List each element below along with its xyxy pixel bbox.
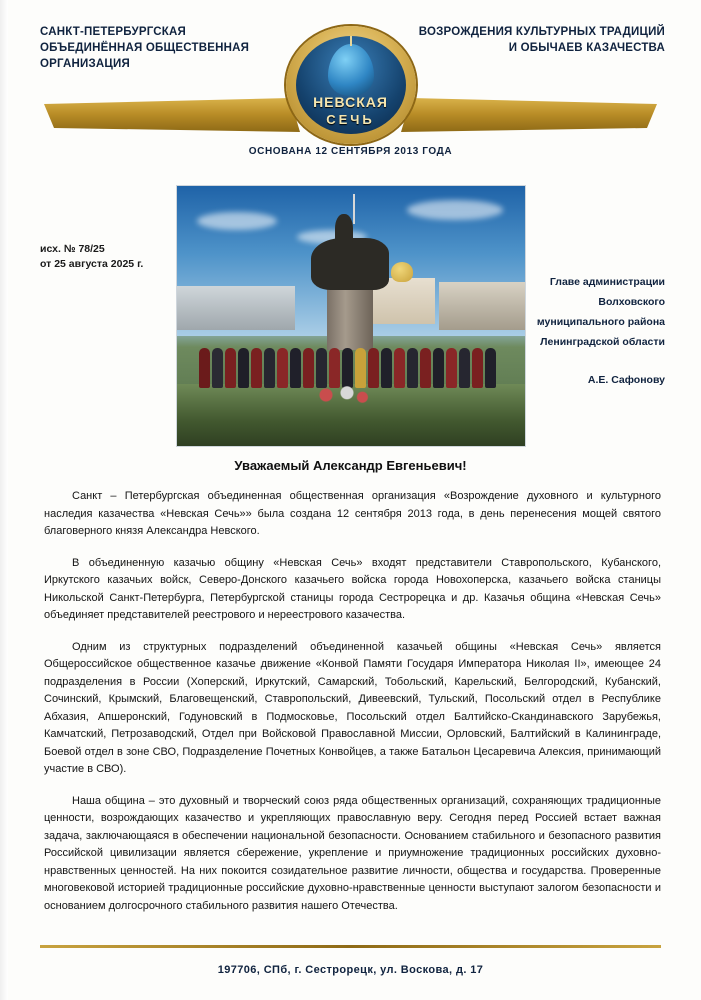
photo-crowd (199, 324, 499, 388)
emblem-word-top: НЕВСКАЯ (313, 94, 388, 110)
outgoing-reference (40, 242, 170, 272)
footer-address: 197706, СПб, г. Сестрорецк, ул. Воскова, д. 17 (217, 964, 484, 976)
letter-paragraph: Санкт – Петербургская объединенная общественная организация «Возрождение духовного и культурного наследия казачества «Невская Сечь»» была создана 12 сентября 2013 года, в день перенесения мощей святого благоверного князя Александра Невского. (44, 490, 661, 537)
letter-paragraph: Одним из структурных подразделений объединенной казачьей общины «Невская Сечь» является Общероссийское общественное казачье движение «Конвой Памяти Государя Императора Николая II», имеющее 24 подразделения в России (Хоперский, Иркутский, Самарский, Тобольский, Карельский, Белгородский, Кубанский, Сочинский, Крымский, Благовещенский, Ставропольский, Дивеевский, Тульский, Посольский отдел в Республике Абхазия, Апшеронский, Годуновский в Подмосковье, Посольский отдел Балтийско-Скандинавского Зарубежья, Камчатский, Петрозаводский, Отдел при Войсковой Православной Миссии, Орловский, Балтийский в Калининграде, Боевой отдел в зоне СВО, Подразделение Почетных Конвойцев, а также Батальон Цесаревича Алексия, принимающий участие в СВО). (44, 640, 661, 775)
ribbon-right (401, 98, 657, 132)
addressee-name: А.Е. Сафонову (587, 374, 665, 386)
church-dome-icon (328, 44, 374, 96)
organization-emblem (280, 12, 422, 144)
outgoing-number: исх. № 78/25 (40, 243, 105, 255)
photo-flagpole (353, 194, 355, 224)
org-title-right: ВОЗРОЖДЕНИЯ КУЛЬТУРНЫХ ТРАДИЦИЙ И ОБЫЧАЕВ КАЗАЧЕСТВА (418, 26, 665, 54)
emblem-inner-disc (296, 36, 406, 134)
outgoing-date: от 25 августа 2025 г. (40, 258, 144, 270)
photo-cloud (197, 212, 277, 230)
addressee-block (475, 272, 665, 390)
photo-cloud (407, 200, 503, 220)
addressee-line-1: Главе администрации (549, 276, 665, 288)
addressee-line-3: муниципального района (536, 316, 665, 328)
photo-statue-rider (335, 214, 353, 246)
photo-flowers (305, 384, 375, 406)
founded-line: ОСНОВАНА 12 СЕНТЯБРЯ 2013 ГОДА (248, 146, 453, 157)
ribbon-left (44, 98, 300, 132)
footer-divider (40, 945, 661, 948)
emblem-word-bottom: СЕЧЬ (326, 112, 375, 127)
letter-paragraph: В объединенную казачью общину «Невская Сечь» входят представители Ставропольского, Кубанского, Иркутского казачьих войск, Северо-Донского казачьего войска города Новохоперска, казачьего войска станицы Никольской Санкт-Петербурга, Петербургской станицы города Сестрорецка и др. Казачья община «Невская Сечь» объединяет представителей реестрового и нереестрового казачества. (44, 556, 661, 621)
letterhead-header (0, 0, 701, 168)
letter-body (44, 488, 661, 929)
addressee-line-4: Ленинградской области (540, 336, 665, 348)
letter-paragraph: Наша община – это духовный и творческий союз ряда общественных организаций, сохраняющих традиционные ценности, возрождающих казачество и укрепляющих православную веру. Сегодня перед Россией встает важная задача, заключающаяся в обеспечении национальной безопасности. Основанием стабильного и безопасного развития Российской цивилизации является сбережение, укрепление и приумножение традиционных российских духовно-нравственных ценностей. На них покоится созидательное развитие личности, общества и государства. Проверенные многовековой историей традиционные российские духовно-нравственные ценности выступают залогом безопасности и основанием долгосрочного стабильного развития нашего Отечества. (44, 794, 661, 912)
org-title-left: САНКТ-ПЕТЕРБУРГСКАЯ ОБЪЕДИНЁННАЯ ОБЩЕСТВЕННАЯ ОРГАНИЗАЦИЯ (40, 26, 250, 70)
salutation: Уважаемый Александр Евгеньевич! (234, 458, 467, 473)
addressee-line-2: Волховского (598, 296, 665, 308)
group-photo (176, 185, 526, 447)
photo-church-dome (391, 262, 413, 282)
